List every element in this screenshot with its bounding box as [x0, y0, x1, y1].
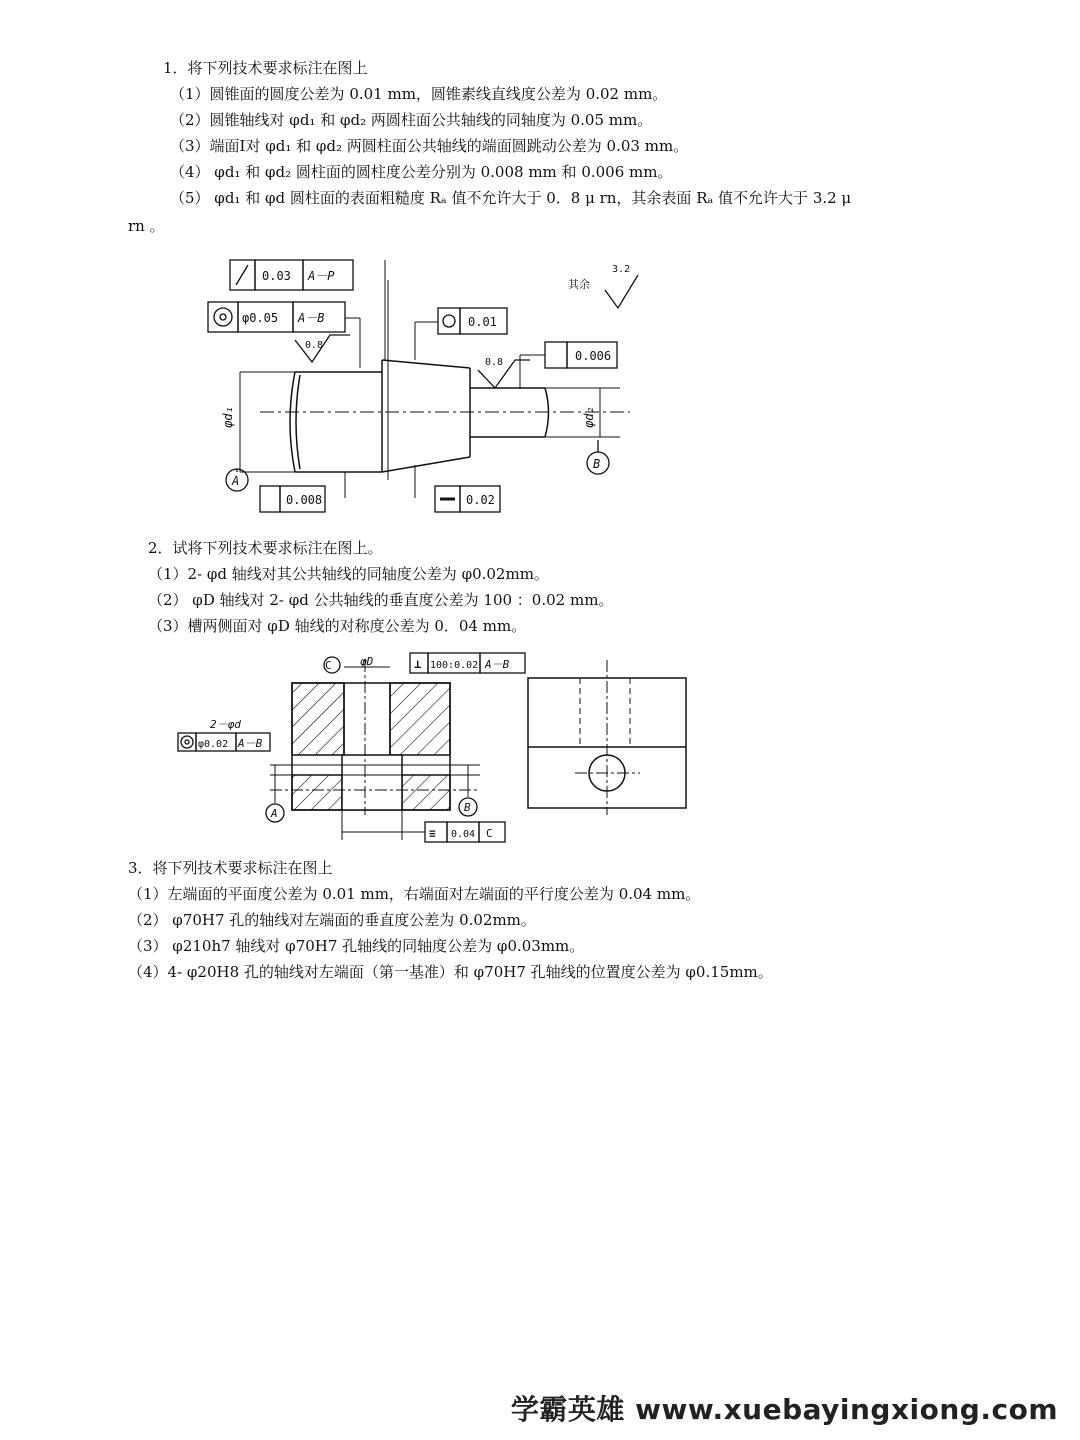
fcf-runout-datum: A－P: [308, 269, 335, 283]
fcf-perp-tol: 100:0.02: [430, 660, 479, 671]
q3-item-2: （2） φ70H7 孔的轴线对左端面的垂直度公差为 0.02mm。: [128, 911, 536, 929]
q1-item-4: （4） φd₁ 和 φd₂ 圆柱面的圆柱度公差分别为 0.008 mm 和 0.006 mm。: [170, 163, 673, 181]
fcf-cyl-right-tol: 0.006: [575, 349, 612, 363]
q2-item-3: （3）槽两侧面对 φD 轴线的对称度公差为 0．04 mm。: [148, 617, 527, 635]
q2-item-2: （2） φD 轴线对 2- φd 公共轴线的垂直度公差为 100 ：0.02 mm。: [148, 591, 614, 609]
datum-b-1: B: [593, 457, 601, 471]
fcf-sym-tol: 0.04: [451, 829, 476, 840]
perp-symbol-icon: ⊥: [414, 657, 422, 671]
q1-item-5: （5） φd₁ 和 φd 圆柱面的表面粗糙度 Rₐ 值不允许大于 0．8 μ rn，其余表面 Rₐ 值不允许大于 3.2 μ: [170, 189, 852, 207]
sym-symbol-icon: ≡: [429, 827, 436, 840]
q1-title: 1．将下列技术要求标注在图上: [163, 59, 368, 77]
datum-b-2: B: [464, 801, 471, 814]
q3-title: 3．将下列技术要求标注在图上: [128, 859, 333, 877]
q1-item-3: （3）端面Ⅰ对 φd₁ 和 φd₂ 两圆柱面公共轴线的端面圆跳动公差为 0.03 mm。: [170, 137, 689, 155]
figure-1-shaft-drawing: [200, 250, 650, 520]
q2-item-1: （1）2- φd 轴线对其公共轴线的同轴度公差为 φ0.02mm。: [148, 565, 549, 583]
q1-item-2: （2）圆锥轴线对 φd₁ 和 φd₂ 两圆柱面公共轴线的同轴度为 0.05 mm。: [170, 111, 653, 129]
rough-mid: 0.8: [485, 357, 504, 368]
dim-d2: φd₂: [582, 406, 596, 428]
fcf-coax2-tol: φ0.02: [198, 739, 229, 750]
rough-rest-label: 其余: [568, 278, 590, 291]
fcf-runout-tol: 0.03: [262, 269, 291, 283]
datum-a-1: A: [232, 474, 240, 488]
datum-a-2: A: [271, 807, 278, 820]
figure-2-block-drawing: [170, 645, 700, 850]
watermark: 学霸英雄 www.xuebayingxiong.com: [510, 1393, 1058, 1426]
q1-item-5-cont: rn 。: [128, 217, 165, 235]
fcf-straight-tol: 0.02: [466, 493, 495, 507]
fcf-perp-datum: A－B: [485, 658, 510, 671]
fcf-coax2-datum: A－B: [238, 737, 263, 750]
label-2d: 2－φd: [210, 718, 241, 731]
q2-title: 2．试将下列技术要求标注在图上。: [148, 539, 383, 557]
q3-item-1: （1）左端面的平面度公差为 0.01 mm，右端面对左端面的平行度公差为 0.04 mm。: [128, 885, 701, 903]
fcf-cyl-left-tol: 0.008: [286, 493, 323, 507]
q1-item-1: （1）圆锥面的圆度公差为 0.01 mm，圆锥素线直线度公差为 0.02 mm。: [170, 85, 668, 103]
dim-d1: φd₁: [221, 406, 235, 428]
fcf-sym-datum: C: [486, 827, 493, 840]
q3-item-3: （3） φ210h7 轴线对 φ70H7 孔轴线的同轴度公差为 φ0.03mm。: [128, 937, 585, 955]
rough-left: 0.8: [305, 340, 324, 351]
dim-D: φD: [360, 655, 374, 668]
datum-c: C: [325, 659, 332, 672]
rough-rest: 3.2: [612, 264, 631, 275]
q3-item-4: （4）4- φ20H8 孔的轴线对左端面（第一基准）和 φ70H7 孔轴线的位置度公差为 φ0.15mm。: [128, 963, 773, 981]
fcf-coax-tol: φ0.05: [242, 311, 279, 325]
fcf-coax-datum: A－B: [298, 311, 325, 325]
fcf-round-tol: 0.01: [468, 315, 497, 329]
